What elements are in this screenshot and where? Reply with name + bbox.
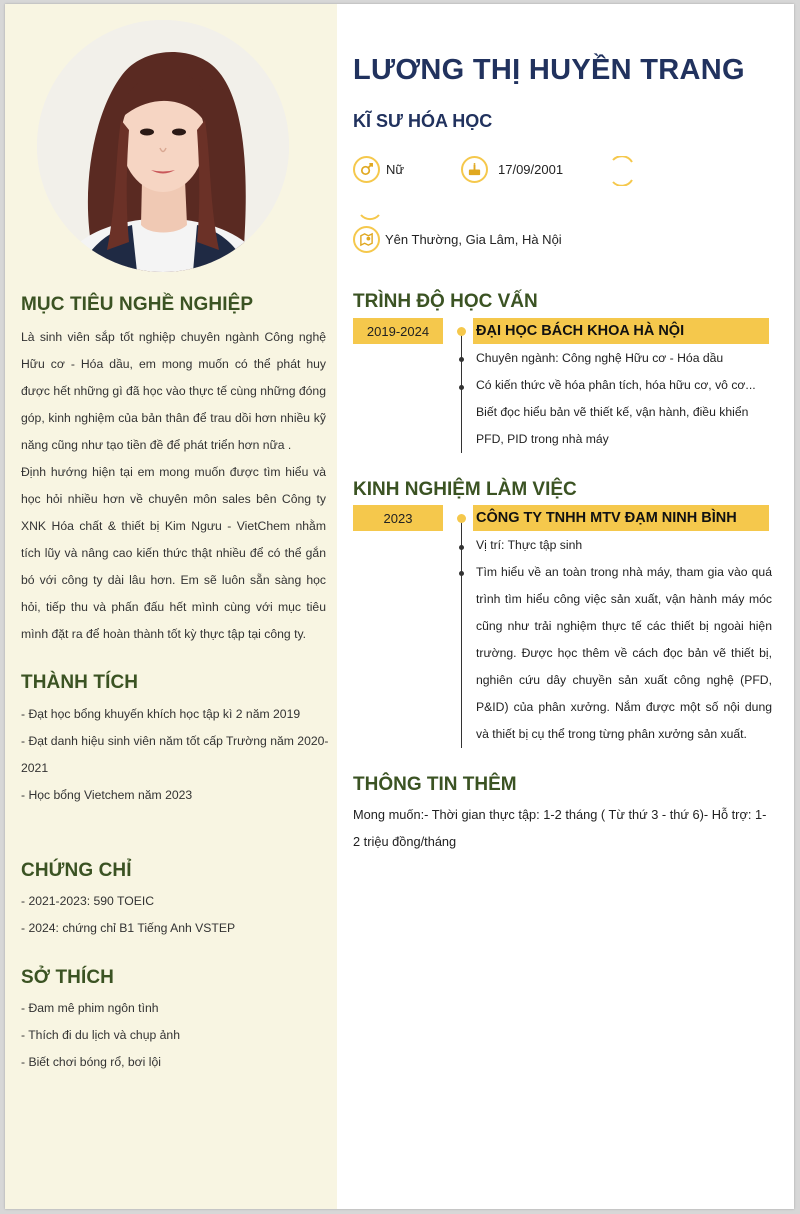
gender-value: Nữ xyxy=(386,162,405,177)
list-item: - Thích đi du lịch và chụp ảnh xyxy=(21,1028,180,1042)
timeline-dot xyxy=(457,514,466,523)
timeline-dot xyxy=(459,545,464,550)
certificates-title: CHỨNG CHỈ xyxy=(21,860,132,881)
experience-years: 2023 xyxy=(353,505,443,531)
main-content xyxy=(337,4,794,1209)
list-item: - Đạt học bổng khuyến khích học tập kì 2 năm 2019 xyxy=(21,707,301,721)
experience-company: CÔNG TY TNHH MTV ĐẠM NINH BÌNH xyxy=(473,505,769,531)
sidebar xyxy=(5,4,337,1209)
job-title: KĨ SƯ HÓA HỌC xyxy=(353,111,493,131)
gender-icon xyxy=(353,156,380,183)
experience-detail: Tìm hiểu về an toàn trong nhà máy, tham gia vào quá trình tìm hiểu công việc sản xuất, vận hành máy móc cũng như trải nghiệm thực tế các thiết bị ngoài hiện trường. Được học thêm về cách đọc bản vẽ thiết bị, nghiên cứu dây chuyền sản xuất công nghệ (PFD, P&ID) của phân xưởng. Nắm được một số nội dung và thiết bị cụ thể trong từng phân xưởng sản xuất. xyxy=(476,565,772,741)
timeline-dot xyxy=(459,385,464,390)
map-icon xyxy=(353,226,380,253)
address-value: Yên Thường, Gia Lâm, Hà Nội xyxy=(385,232,562,247)
objective-paragraph-1: Là sinh viên sắp tốt nghiệp chuyên ngành Công nghệ Hữu cơ - Hóa dầu, em mong muốn có thể phát huy được hết những gì đã học vào thực tế cùng những đóng góp, kinh nghiệm của bản thân để trau dồi hơn nhiều kỹ năng cũng như tạo tiền đề để phát triển hơn nữa . xyxy=(21,330,326,452)
education-years: 2019-2024 xyxy=(353,318,443,344)
education-school: ĐẠI HỌC BÁCH KHOA HÀ NỘI xyxy=(473,318,769,344)
gender-info xyxy=(353,156,404,183)
objective-title: MỤC TIÊU NGHỀ NGHIỆP xyxy=(21,294,254,315)
list-item: - Đạt danh hiệu sinh viên năm tốt cấp Trường năm 2020-2021 xyxy=(21,734,329,775)
experience-position: Vị trí: Thực tập sinh xyxy=(476,538,583,552)
hobbies-list xyxy=(21,995,331,1076)
list-item: - Biết chơi bóng rổ, bơi lội xyxy=(21,1055,161,1069)
education-title: TRÌNH ĐỘ HỌC VẤN xyxy=(353,291,538,312)
birthday-info xyxy=(461,156,563,183)
partial-icon-ring xyxy=(608,156,636,186)
birthday-value: 17/09/2001 xyxy=(498,162,564,177)
timeline-dot xyxy=(457,327,466,336)
certificates-list xyxy=(21,888,331,942)
timeline-dot xyxy=(459,571,464,576)
list-item: - 2021-2023: 590 TOEIC xyxy=(21,894,155,908)
timeline-dot xyxy=(459,357,464,362)
hobbies-title: SỞ THÍCH xyxy=(21,967,115,988)
list-item: - 2024: chứng chỉ B1 Tiếng Anh VSTEP xyxy=(21,921,236,935)
experience-title: KINH NGHIỆM LÀM VIỆC xyxy=(353,479,577,500)
achievements-list xyxy=(21,701,331,809)
timeline-line xyxy=(461,331,462,453)
timeline-line xyxy=(461,518,462,748)
full-name: LƯƠNG THỊ HUYỀN TRANG xyxy=(353,54,745,86)
cv-page xyxy=(5,4,794,1209)
partial-icon-ring xyxy=(357,212,385,222)
address-info xyxy=(353,226,562,253)
extra-title: THÔNG TIN THÊM xyxy=(353,774,517,795)
list-item: - Học bổng Vietchem năm 2023 xyxy=(21,788,193,802)
education-major: Chuyên ngành: Công nghệ Hữu cơ - Hóa dầu xyxy=(476,351,724,365)
objective-paragraph-2: Định hướng hiện tại em mong muốn được tìm hiểu và học hỏi nhiều hơn về chuyên môn sales bên Công ty XNK Hóa chất & thiết bị Kim Ngưu - VietChem nhằm tích lũy và nâng cao kiến thức thật nhiều để có thể gắn bó với công ty dài lâu hơn. Em sẽ luôn sẵn sàng học hỏi, tiếp thu và phấn đấu hết mình cùng với mục tiêu mình đặt ra để hoàn thành tốt kỳ thực tập tại công ty. xyxy=(21,465,326,641)
avatar xyxy=(37,20,289,272)
extra-text: Mong muốn:- Thời gian thực tập: 1-2 tháng ( Từ thứ 3 - thứ 6)- Hỗ trợ: 1-2 triệu đồng/tháng xyxy=(353,807,767,849)
education-detail: Có kiến thức về hóa phân tích, hóa hữu cơ, vô cơ... Biết đọc hiểu bản vẽ thiết kế, vận hành, điều khiển PFD, PID trong nhà máy xyxy=(476,378,756,446)
cake-icon xyxy=(461,156,488,183)
list-item: - Đam mê phim ngôn tình xyxy=(21,1001,159,1015)
achievements-title: THÀNH TÍCH xyxy=(21,672,139,693)
